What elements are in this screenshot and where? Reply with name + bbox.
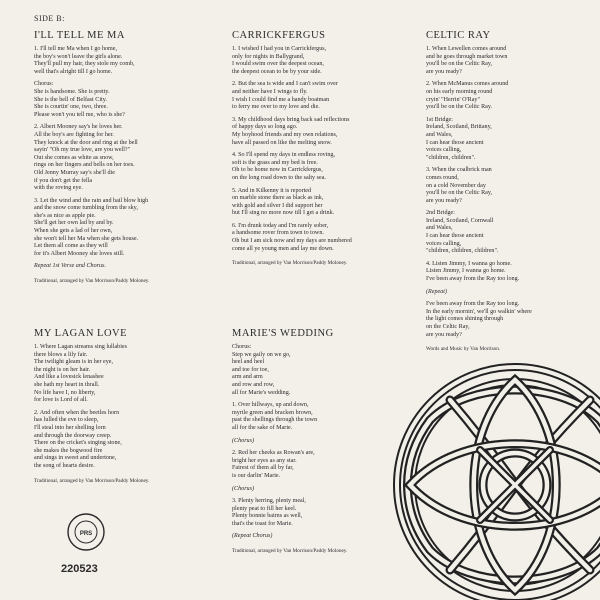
lyric-line: 2. But the sea is wide and I can't swim over [232, 81, 338, 88]
song-maries-wedding [232, 328, 407, 554]
verse [426, 81, 591, 111]
song-title: CARRICKFERGUS [232, 30, 326, 41]
verse [232, 223, 407, 253]
verse [232, 498, 407, 528]
lyric-line: I can hear those ancient [426, 233, 484, 240]
lyric-line: She is the bell of Belfast City. [34, 96, 107, 103]
lyric-line: that's the toast for Marie. [232, 520, 293, 527]
lyric-line: and the snow come tumbling from the sky, [34, 205, 138, 212]
lyric-line: the light comes shining through [426, 316, 504, 323]
lyric-line: 3. Plenty herring, plenty meal, [232, 498, 306, 505]
lyric-line: I wish I could find me a handy boatman [232, 96, 330, 103]
lyric-line: There on the cricket's singing stone, [34, 440, 122, 447]
lyric-line: with gold and silver I did support her [232, 202, 323, 209]
lyric-line: Old Jenny Murray say's she'll die [34, 169, 115, 176]
lyric-line: she makes the bogwood fire [34, 447, 103, 454]
song-celtic-ray [426, 30, 591, 352]
lyric-line: Out she comes as white as snow, [34, 154, 114, 161]
song-credit: Traditional, arranged by Van Morrison/Paddy Moloney. [232, 260, 348, 267]
lyric-line: you'll be on the Celtic Ray. [426, 104, 493, 111]
lyric-line: a handsome rover from town to town. [232, 230, 324, 237]
lyric-line: only for nights in Ballygrand, [232, 53, 305, 60]
lyric-line: is our darlin' Marie. [232, 472, 281, 479]
verse [232, 81, 407, 111]
lyric-line: She is handsome. She is pretty. [34, 88, 110, 95]
verse [426, 210, 591, 256]
lyric-line: the boy's won't leave the girls alone. [34, 53, 123, 60]
lyric-line: to ferry me over to my love and die. [232, 104, 320, 111]
lyric-line: 1. I wished I had you in Carrickfergus, [232, 46, 327, 52]
lyric-line: They'll pull my hair, they stole my comb, [34, 61, 135, 68]
lyric-line: No life have I, no liberty, [34, 389, 96, 396]
verse [34, 124, 209, 192]
lyric-line: with the roving eye. [34, 185, 83, 192]
lyric-line: Plenty bonnie bairns as well, [232, 513, 303, 520]
lyric-line: she hath my heart in thrall. [34, 381, 100, 388]
lyric-line: I would swim over the deepest ocean, [232, 61, 324, 68]
lyric-line: And like a lovesick lenashee [34, 374, 104, 381]
lyric-line: for it's Albert Mooney she loves still. [34, 250, 125, 257]
lyric-line: (Repeat) [426, 288, 447, 295]
lyric-line: She'll get her own lad by and by. [34, 220, 114, 227]
lyric-line: 4. So I'll spend my days in endless roving, [232, 152, 335, 159]
lyric-line: Step we gaily on we go, [232, 351, 291, 358]
lyric-line: heel and heel [232, 359, 265, 366]
song-credit: Traditional, arranged by Van Morrison/Paddy Moloney. [232, 548, 348, 555]
verse [426, 167, 591, 205]
lyric-line: 3. My childhood days bring back sad reflections [232, 116, 350, 123]
catalog-number: 220523 [61, 563, 98, 575]
lyric-line: you'll be on the Celtic Ray, [426, 61, 493, 68]
verse [232, 533, 407, 541]
lyric-line: voices calling, [426, 147, 462, 154]
verse [426, 289, 591, 297]
verse [426, 46, 591, 76]
verse [232, 344, 407, 397]
lyric-line: on marble stone there as black as ink, [232, 195, 324, 202]
lyric-line: and Wales, [426, 131, 453, 138]
verse [232, 402, 407, 432]
lyric-line: voices calling, [426, 240, 462, 247]
lyric-line: on his early morning round [426, 88, 493, 95]
lyric-line: All the boy's are fighting for her. [34, 131, 114, 138]
lyric-line: past the shellings through the town [232, 417, 318, 424]
lyric-line: arm and arm [232, 374, 263, 381]
song-ill-tell-me-ma [34, 30, 209, 284]
lyric-line: 1. Where Lagan streams sing lullabies [34, 344, 127, 350]
lyric-line: the night is on her hair. [34, 366, 91, 373]
song-title: I'LL TELL ME MA [34, 30, 125, 41]
song-title: CELTIC RAY [426, 30, 491, 41]
lyric-line: rings on her fingers and bells on her toes. [34, 162, 135, 169]
song-credit: Traditional, arranged by Van Morrison/Paddy Moloney. [34, 477, 150, 484]
verse [34, 344, 209, 405]
lyric-line: (Chorus) [232, 485, 255, 492]
verse [232, 46, 407, 76]
lyric-line: come all ye young men and lay me down. [232, 245, 334, 252]
lyric-line: Listen Jimmy, I wanna go home. [426, 268, 506, 275]
lyric-line: 2nd Bridge: [426, 210, 455, 217]
lyric-line: all for the sake of Marie. [232, 424, 293, 431]
lyric-line: and he goes through market town [426, 53, 508, 60]
lyric-line: 1. When Lewellen comes around [426, 46, 507, 52]
lyric-line: are you ready? [426, 197, 462, 204]
lyric-line: she's as nice as apple pie. [34, 212, 96, 219]
verse [232, 117, 407, 147]
lyric-line: I've been away from the Ray too long. [426, 301, 520, 308]
lyric-line: 2. And often when the beetles horn [34, 409, 120, 416]
song-my-lagan-love [34, 328, 209, 484]
lyric-line: 2. Albert Mooney say's he loves her. [34, 124, 123, 131]
song-carrickfergus [232, 30, 407, 266]
lyric-line: 2. When McManus comes around [426, 81, 509, 88]
verse [426, 117, 591, 163]
lyric-line: and through the doorway creep. [34, 432, 112, 439]
lyric-line: I'll steal into her shelling lorn [34, 424, 106, 431]
lyric-line: 6. I'm drunk today and I'm rarely sober, [232, 222, 329, 229]
lyric-line: but I'll sing no more now till I get a drink. [232, 210, 335, 217]
lyric-line: and neither have I wings to fly. [232, 88, 308, 95]
verse [232, 438, 407, 446]
lyric-line: (Chorus) [232, 437, 255, 444]
verse [34, 198, 209, 259]
lyric-line: I can hear those ancient [426, 139, 484, 146]
verse [232, 486, 407, 494]
lyric-line: on the Celtic Ray, [426, 324, 470, 330]
verse [34, 263, 209, 271]
lyric-line: 1. I'll tell me Ma when I go home, [34, 46, 118, 52]
lyric-line: They knock at the door and ring at the bell [34, 139, 138, 146]
logo-text: PRS [79, 531, 93, 537]
lyric-line: sayin' "Oh my true love, are you well?" [34, 147, 131, 154]
lyric-line: myrtle green and bracken brown, [232, 409, 313, 416]
lyric-line: of happy days so long ago. [232, 124, 298, 131]
lyric-line: When she gets a lad of her own, [34, 228, 113, 235]
lyric-line: (Repeat Chorus) [232, 533, 273, 540]
lyric-line: and row and row, [232, 381, 275, 388]
lyric-line: you'll be on the Celtic Ray, [426, 190, 493, 197]
lyric-line: have all passed on like the melting snow. [232, 139, 332, 146]
song-credit: Traditional, arranged by Van Morrison/Paddy Moloney. [34, 278, 150, 285]
lyric-line: Ireland, Scotland, Cornwall [426, 217, 494, 224]
verse [232, 188, 407, 218]
lyric-line: the song of hearts desire. [34, 462, 95, 469]
lyric-line: Let them all come as they will [34, 243, 108, 250]
lyric-line: soft is the grass and my bed is free. [232, 159, 318, 166]
lyric-line: Chorus: [34, 81, 54, 88]
song-title: MARIE'S WEDDING [232, 328, 334, 339]
lyric-line: plenty peat to fill her keel. [232, 505, 297, 512]
lyric-line: on a cold November day [426, 182, 486, 189]
verse [34, 410, 209, 471]
lyric-line: and sings in sweet and undertone, [34, 455, 117, 462]
lyric-line: the deepest ocean to be by your side. [232, 68, 322, 75]
lyric-line: Oh but I am sick now and my days are numbered [232, 238, 352, 245]
lyric-line: Chorus: [232, 344, 252, 350]
lyric-line: are you ready? [426, 68, 462, 75]
lyric-line: and Wales, [426, 225, 453, 232]
lyric-line: "children, children, children". [426, 248, 499, 255]
lyric-line: 1. Over hillways, up and down, [232, 402, 309, 409]
lyric-line: 5. And in Kilkenny it is reported [232, 187, 312, 194]
lyric-line: has lulled the eve to sleep, [34, 417, 99, 424]
lyric-line: Ireland, Scotland, Brittany, [426, 124, 492, 131]
lyric-line: She is courtin' one, two, three. [34, 104, 108, 111]
lyric-line: 2. Red her cheeks as Rowan's are, [232, 450, 315, 457]
lyric-line: are you ready? [426, 331, 462, 338]
lyric-line: comes round, [426, 174, 459, 181]
lyric-line: 4. Listen Jimmy, I wanna go home. [426, 260, 512, 267]
celtic-knot-ornament [390, 360, 600, 600]
lyric-line: all for Marie's wedding. [232, 389, 291, 396]
lyric-line: and toe for toe, [232, 366, 269, 373]
lyric-line: My boyhood friends and my own relations, [232, 131, 338, 138]
verse [34, 81, 209, 119]
lyric-line: bright her eyes as any star. [232, 457, 297, 464]
lyric-line: Repeat 1st Verse and Chorus. [34, 263, 106, 270]
lyric-line: 1st Bridge: [426, 116, 453, 123]
verse [426, 261, 591, 284]
lyric-line: Please won't you tell me, who is she? [34, 111, 125, 118]
lyric-line: on the long road down to the salty sea. [232, 174, 326, 181]
lyric-line: Oh to be home now in Carrickfergus, [232, 167, 323, 174]
lyric-line: for love is Lord of all. [34, 397, 88, 404]
verse [34, 46, 209, 76]
verse [232, 450, 407, 480]
lyric-line: 3. When the coalbrick man [426, 167, 492, 174]
lyric-line: Fairest of them all by far, [232, 465, 294, 472]
lyric-line: The twilight gleam is in her eye, [34, 359, 114, 366]
rights-society-logo [64, 510, 108, 554]
lyric-line: well that's alright till I go home. [34, 68, 113, 75]
song-title: MY LAGAN LOVE [34, 328, 128, 339]
verse [232, 152, 407, 182]
verse [426, 301, 591, 339]
song-credit: Words and Music by Van Morrison. [426, 346, 501, 353]
lyric-line: 3. Let the wind and the rain and hail blow high [34, 197, 149, 204]
lyric-line: In the early mornin', we'll go walkin' where [426, 308, 532, 315]
lyric-line: cryin' "Herrin' O'Ray" [426, 96, 480, 103]
lyric-line: she won't tell her Ma when she gets house. [34, 235, 139, 242]
side-label: SIDE B: [34, 14, 65, 23]
lyric-line: there blows a lily fair. [34, 351, 88, 358]
lyric-line: "children, children". [426, 154, 476, 161]
lyric-line: I've been away from the Ray too long. [426, 276, 520, 283]
lyric-line: if you don't get the fella [34, 177, 93, 184]
